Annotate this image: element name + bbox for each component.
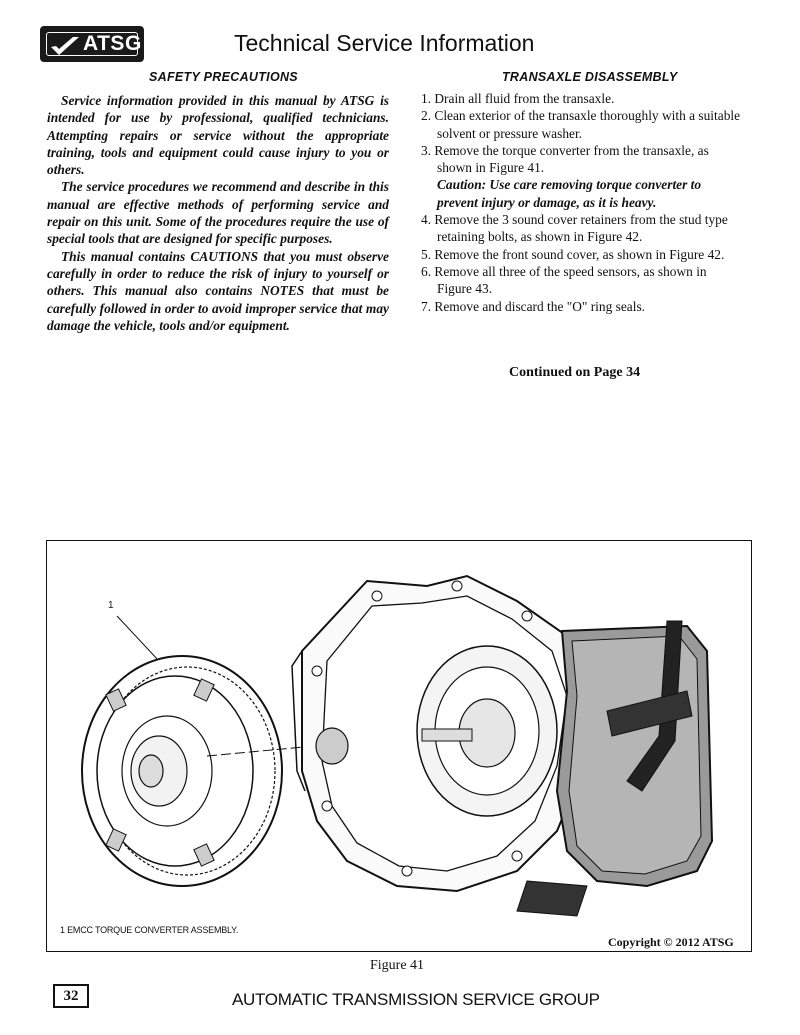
footer-company: AUTOMATIC TRANSMISSION SERVICE GROUP [232,990,600,1009]
step-2: 2. Clean exterior of the transaxle thoroughly with a suitable solvent or pressure washer. [421,108,741,141]
page-number: 32 [53,984,89,1008]
step-1: 1. Drain all fluid from the transaxle. [421,91,615,106]
safety-paragraph-1: Service information provided in this manual by ATSG is intended for use by professional, qualified technicians. Attempting repairs or service without the appropriate training, tools and equipment could cause injury to you or others. [47,93,389,178]
page-title: Technical Service Information [234,30,535,56]
continued-note: Continued on Page 34 [509,365,641,380]
check-mark-icon [49,35,81,57]
logo-text: ATSG [83,32,142,55]
torque-converter-drawing [82,656,282,886]
caution-note: Caution: Use care removing torque converter to prevent injury or damage, as it is heavy. [437,177,702,210]
step-7: 7. Remove and discard the "O" ring seals. [421,298,646,314]
step-5: 5. Remove the front sound cover, as shown in Figure 42. [421,246,725,262]
safety-paragraph-3: This manual contains CAUTIONS that you must observe carefully in order to reduce the risk of injury to yourself or others. This manual also contains NOTES that must be carefully followed in order to avoid improper service that may damage the vehicle, tools and/or equipment. [47,248,389,333]
safety-paragraph-2: The service procedures we recommend and describe in this manual are effective methods of performing service and repair on this unit. Some of the procedures require the use of special tools that are designed for specific purposes. [47,179,389,247]
atsg-logo [40,26,144,62]
transaxle-case-drawing [292,576,592,891]
disassembly-steps [421,90,741,315]
safety-heading: SAFETY PRECAUTIONS [149,70,298,84]
step-4: 4. Remove the 3 sound cover retainers from the stud type retaining bolts, as shown in Figure 42. [421,212,728,245]
figure-label: Figure 41 [370,958,425,973]
copyright: Copyright © 2012 ATSG [608,935,734,949]
step-6: 6. Remove all three of the speed sensors, as shown in Figure 43. [421,263,707,297]
step-3: 3. Remove the torque converter from the transaxle, as shown in Figure 41. [421,142,709,176]
disassembly-heading: TRANSAXLE DISASSEMBLY [502,70,678,84]
safety-text [47,92,389,334]
transaxle-illustration [47,541,751,951]
figure-caption: 1 EMCC TORQUE CONVERTER ASSEMBLY. [60,925,239,935]
callout-number: 1 [108,600,114,611]
